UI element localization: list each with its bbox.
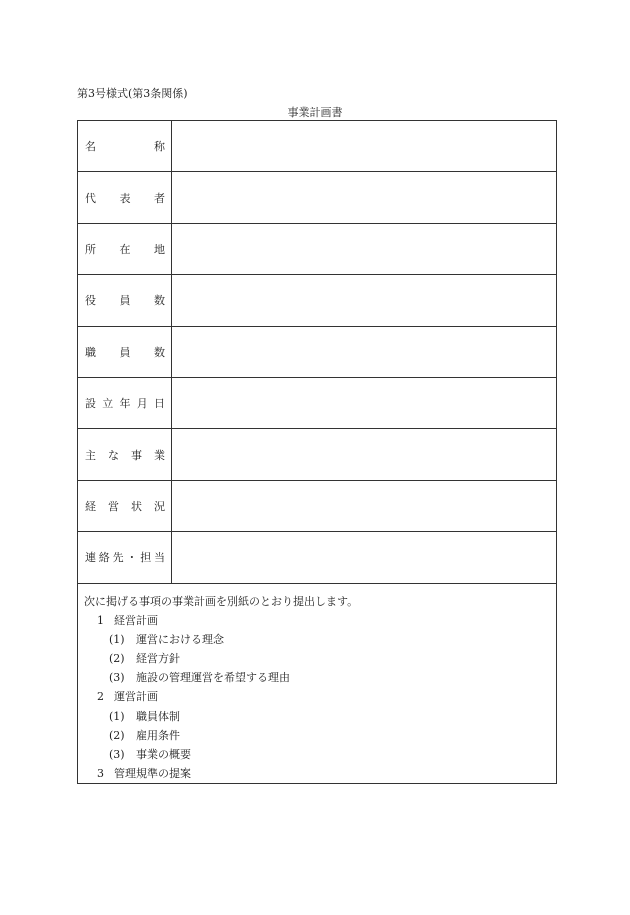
item-number: (3): [109, 671, 125, 685]
field-label-char: 年: [119, 397, 131, 411]
field-label-char: 員: [119, 345, 131, 359]
field-label-char: 先: [112, 551, 124, 565]
field-label: [78, 395, 171, 411]
form-row: [78, 480, 557, 531]
notes-item: [84, 668, 550, 687]
section-title: 経営計画: [114, 613, 158, 627]
notes-item: [84, 745, 550, 764]
item-text: 経営方針: [136, 651, 180, 665]
field-label: [78, 549, 171, 565]
item-text: 運営における理念: [136, 632, 224, 646]
field-label-char: 営: [108, 499, 119, 513]
field-label-char: 日: [154, 397, 165, 411]
field-value-cell[interactable]: [172, 121, 557, 172]
form-row: [78, 429, 557, 480]
field-label-char: 数: [154, 345, 165, 359]
field-label-char: 連: [85, 551, 96, 565]
item-text: 事業の概要: [136, 747, 191, 761]
form-row: [78, 377, 557, 428]
field-label-char: 名: [85, 140, 96, 154]
field-label-char: 絡: [98, 551, 110, 565]
field-value-cell[interactable]: [172, 275, 557, 326]
form-row: [78, 121, 557, 172]
field-value-cell[interactable]: [172, 326, 557, 377]
field-label-cell: [78, 480, 172, 531]
section-title: 運営計画: [114, 690, 158, 704]
notes-cell: [78, 583, 557, 784]
field-label-char: ・: [126, 551, 138, 565]
field-label-cell: [78, 326, 172, 377]
field-label-char: 員: [119, 294, 131, 308]
item-number: (1): [109, 709, 125, 723]
field-label: [78, 241, 171, 257]
field-label-cell: [78, 121, 172, 172]
notes-item: [84, 726, 550, 745]
form-row: [78, 275, 557, 326]
notes-section: [84, 687, 550, 706]
field-label-char: 主: [85, 448, 96, 462]
field-label-char: 状: [131, 499, 142, 513]
field-label-char: 立: [102, 397, 114, 411]
field-label: [78, 190, 171, 206]
field-value-cell[interactable]: [172, 377, 557, 428]
field-label-char: 代: [85, 191, 96, 205]
field-value-cell[interactable]: [172, 172, 557, 223]
notes-intro: 次に掲げる事項の事業計画を別紙のとおり提出します。: [84, 594, 359, 608]
field-label-char: 称: [154, 140, 165, 154]
field-rows: [78, 121, 557, 584]
notes-item: [84, 707, 550, 726]
document-title: 事業計画書: [287, 106, 343, 119]
notes-section: [84, 611, 550, 630]
item-number: (2): [109, 728, 125, 742]
field-label: [78, 447, 171, 463]
field-label-char: 事: [131, 448, 142, 462]
field-value-cell[interactable]: [172, 532, 557, 583]
business-plan-table: [77, 120, 557, 784]
field-label-cell: [78, 532, 172, 583]
field-label-char: 所: [85, 242, 96, 256]
field-label-char: 当: [153, 551, 165, 565]
field-label-char: 経: [85, 499, 96, 513]
field-label-char: 設: [85, 397, 96, 411]
field-label-cell: [78, 429, 172, 480]
field-label: [78, 498, 171, 514]
field-label-cell: [78, 223, 172, 274]
field-label-char: 月: [136, 397, 148, 411]
item-text: 職員体制: [136, 709, 180, 723]
notes-item: [84, 630, 550, 649]
notes-section: [84, 764, 550, 783]
field-label: [78, 292, 171, 308]
field-label-char: 数: [154, 294, 165, 308]
field-label-char: な: [108, 448, 119, 462]
form-row: [78, 223, 557, 274]
notes-list: [84, 611, 550, 784]
form-row: [78, 532, 557, 583]
field-label-char: 担: [140, 551, 152, 565]
section-number: 3: [97, 767, 104, 781]
form-row: [78, 326, 557, 377]
field-label-cell: [78, 172, 172, 223]
section-title: 管理規準の提案: [114, 767, 191, 781]
form-row: [78, 172, 557, 223]
item-text: 施設の管理運営を希望する理由: [136, 671, 290, 685]
form-number: 第3号様式(第3条関係): [77, 87, 188, 100]
field-label-cell: [78, 275, 172, 326]
field-label: [78, 138, 171, 154]
field-value-cell[interactable]: [172, 429, 557, 480]
item-number: (2): [109, 651, 125, 665]
field-label-cell: [78, 377, 172, 428]
field-value-cell[interactable]: [172, 480, 557, 531]
field-label-char: 職: [85, 345, 96, 359]
field-label-char: 役: [85, 294, 96, 308]
field-label-char: 況: [154, 499, 165, 513]
notes-item: [84, 649, 550, 668]
section-number: 2: [97, 690, 104, 704]
field-label: [78, 344, 171, 360]
item-text: 雇用条件: [136, 728, 180, 742]
item-number: (1): [109, 632, 125, 646]
field-label-char: 表: [119, 191, 131, 205]
field-label-char: 業: [154, 448, 165, 462]
field-value-cell[interactable]: [172, 223, 557, 274]
section-number: 1: [97, 613, 104, 627]
notes-row: [78, 583, 557, 784]
field-label-char: 在: [119, 242, 131, 256]
item-number: (3): [109, 747, 125, 761]
field-label-char: 地: [154, 242, 165, 256]
field-label-char: 者: [154, 191, 165, 205]
